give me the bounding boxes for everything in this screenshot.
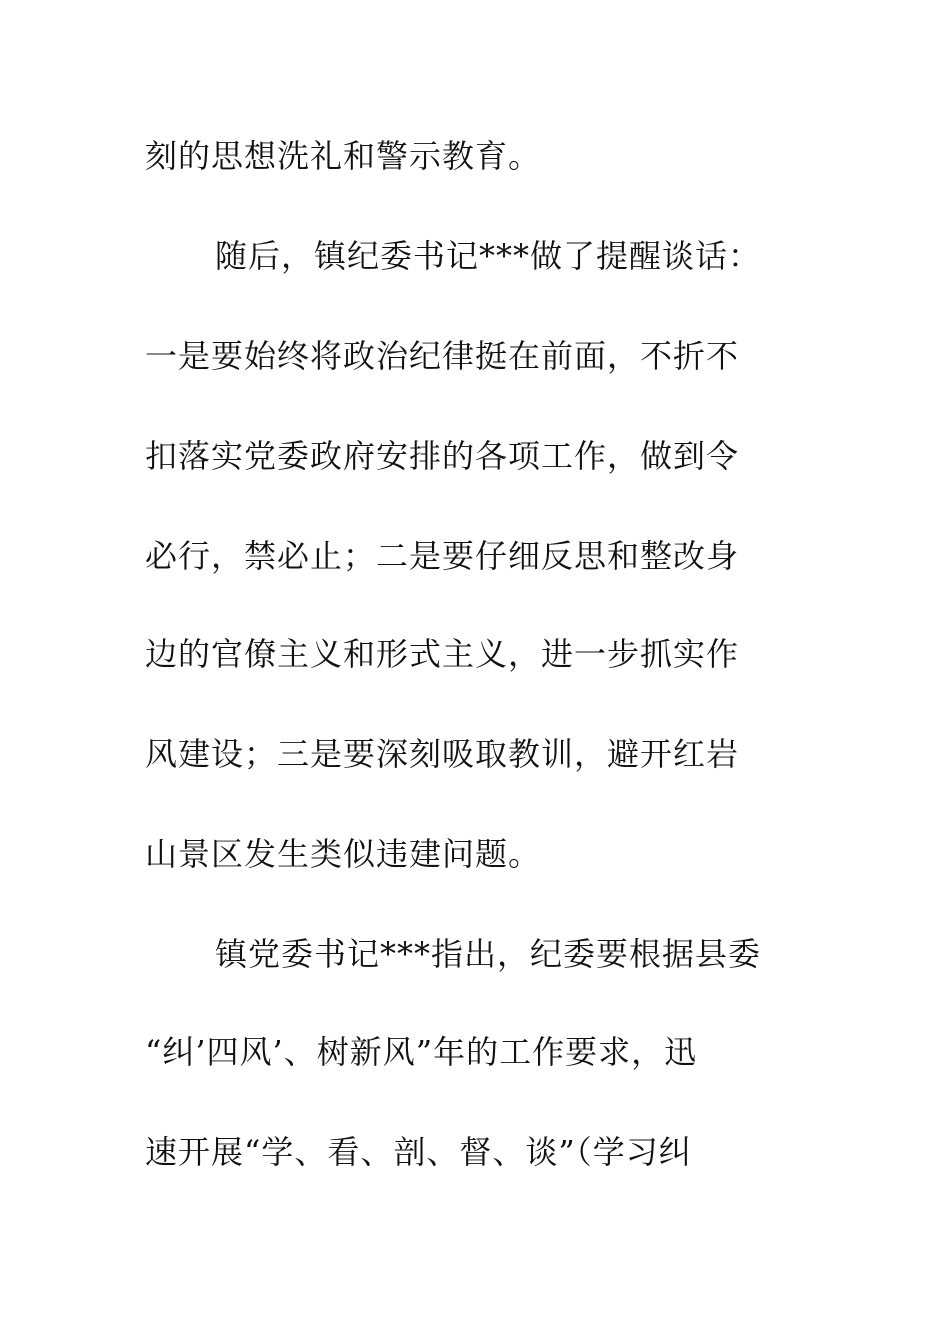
paragraph-start-line: 镇党委书记***指出，纪委要根据县委 bbox=[215, 935, 762, 973]
text-line: 必行，禁必止；二是要仔细反思和整改身 bbox=[145, 537, 740, 575]
text-line: “纠’四风’、树新风”年的工作要求，迅 bbox=[145, 1033, 698, 1071]
text-line: 山景区发生类似违建问题。 bbox=[145, 835, 542, 873]
paragraph-start-line: 随后，镇纪委书记***做了提醒谈话： bbox=[215, 237, 762, 275]
text-line: 风建设；三是要深刻吸取教训，避开红岩 bbox=[145, 735, 740, 773]
text-line: 速开展“学、看、剖、督、谈”（学习纠 bbox=[145, 1133, 692, 1171]
text-line: 边的官僚主义和形式主义，进一步抓实作 bbox=[145, 635, 740, 673]
text-line: 刻的思想洗礼和警示教育。 bbox=[145, 137, 542, 175]
text-line: 一是要始终将政治纪律挺在前面，不折不 bbox=[145, 337, 740, 375]
text-line: 扣落实党委政府安排的各项工作，做到令 bbox=[145, 437, 740, 475]
